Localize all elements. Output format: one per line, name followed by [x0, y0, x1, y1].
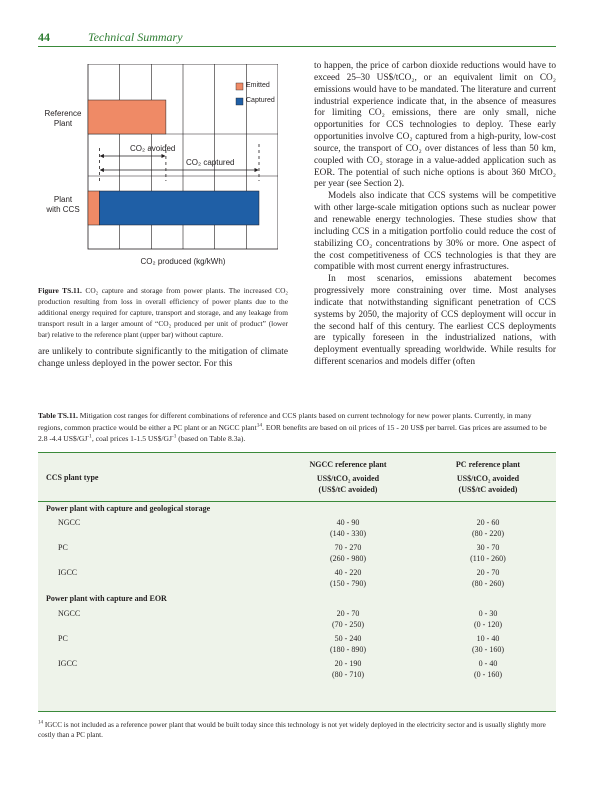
- label-co2-avoided: CO₂ avoided: [130, 144, 176, 153]
- column-header-ngcc: NGCC reference plant US$/tCO₂ avoided (US$/tC avoided): [309, 460, 387, 494]
- bar-reference-emitted: [88, 100, 166, 134]
- cell-pc: 20 - 60 (80 - 220): [472, 518, 504, 538]
- legend-emitted-label: Emitted: [246, 82, 270, 89]
- cell-ngcc: 20 - 70 (70 - 250): [332, 609, 364, 629]
- table-caption-label: Table TS.11.: [38, 411, 78, 420]
- legend-captured-label: Captured: [246, 97, 275, 104]
- cell-ngcc: 40 - 220 (150 - 790): [330, 568, 366, 588]
- row-type: NGCC: [58, 518, 81, 527]
- cell-pc: 0 - 40 (0 - 160): [474, 659, 502, 679]
- right-column: [314, 61, 556, 369]
- figure-caption: [38, 285, 288, 340]
- cell-pc: 30 - 70 (110 - 260): [470, 543, 506, 563]
- cell-pc: 20 - 70 (80 - 260): [472, 568, 504, 588]
- figure-diagram: [38, 64, 278, 284]
- row-type: IGCC: [58, 659, 78, 668]
- figure-ts11: [38, 64, 278, 284]
- label-co2-captured: CO₂ captured: [186, 158, 235, 167]
- row-label-reference: Reference Plant: [44, 109, 82, 128]
- row-type: PC: [58, 543, 68, 552]
- cell-pc: 0 - 30 (0 - 120): [474, 609, 502, 629]
- cell-ngcc: 20 - 190 (80 - 710): [332, 659, 364, 679]
- paragraph: to happen, the price of carbon dioxide reductions would have to exceed 25–30 US$/tCO₂, or an equivalent limit on CO₂ emissions would have to be mandated. The literature and current industrial experience indicate that, in the absence of measures for limiting CO₂ emissions, there are only small, niche opportunities for CCS technologies to deploy. These early opportunities involve CO₂ captured from a high-purity, low-cost source, the transport of CO₂ over distances of less than 50 km, coupled with CO₂ storage in a value-added application such as EOR. The potential of such niche options is about 360 MtCO₂ per year (see Section 2).: [314, 61, 556, 190]
- row-type: PC: [58, 634, 68, 643]
- cost-table: [38, 452, 556, 712]
- cell-pc: 10 - 40 (30 - 160): [472, 634, 504, 654]
- table-caption: Table TS.11. Mitigation cost ranges for different combinations of reference and CCS plants based on current technology for new power plants. Currently, in many regions, common practice would be either a PC plant or an NGCC plant$^{14}$. EOR benefits are based on oil prices of 15 - 20 US$ per barrel. Gas prices are assumed to be 2.8 -4.4 $US\$/GJ^{-1}$, coal prices 1-1.5 $US\$/GJ^{-1}$ (based on Table 8.3a).: [38, 411, 547, 443]
- footnote-text: IGCC is not included as a reference power plant that would be built today since this technology is not yet widely deployed in the electricity sector and is usually slightly more costly than a PC plant.: [38, 721, 546, 739]
- cell-ngcc: 40 - 90 (140 - 330): [330, 518, 366, 538]
- paragraph: In most scenarios, emissions abatement becomes progressively more constraining over time. Most analyses indicate that notwithstanding significant penetration of CCS systems by 2050, the majority of CCS deployment will occur in the second half of this century. The earliest CCS deployments are typically foreseen in the industrialized nations, with deployment eventually spreading worldwide. While results for different scenarios and models differ (often: [314, 274, 556, 368]
- bar-ccs-captured: [99, 191, 259, 225]
- running-title: Technical Summary: [88, 30, 183, 44]
- column-header-plant-type: CCS plant type: [46, 473, 99, 482]
- section-title: Power plant with capture and EOR: [46, 594, 167, 603]
- paragraph: Models also indicate that CCS systems will be competitive with other large-scale mitigation options such as nuclear power and renewable energy technologies. These studies show that including CCS in a mitigation portfolio could reduce the cost of stabilizing CO₂ concentrations by 30% or more. One aspect of the cost competitiveness of CCS technologies is that they are compatible with most current energy infrastructures.: [314, 191, 556, 273]
- figure-caption-label: Figure TS.11.: [38, 286, 82, 295]
- section-title: Power plant with capture and geological storage: [46, 504, 211, 513]
- table-header-rule: [38, 501, 556, 502]
- bar-ccs-emitted: [88, 191, 99, 225]
- footnote-mark: 14: [38, 720, 44, 726]
- paragraph: are unlikely to contribute significantly to the mitigation of climate change unless deployed in the power sector. For this: [38, 347, 288, 369]
- cell-ngcc: 50 - 240 (180 - 890): [330, 634, 366, 654]
- column-header-pc: PC reference plant US$/tCO₂ avoided (US$/tC avoided): [455, 460, 521, 494]
- cell-ngcc: 70 - 270 (260 - 980): [330, 543, 366, 563]
- x-axis-label: CO₂ produced (kg/kWh): [140, 257, 226, 266]
- figure-caption-text: CO₂ capture and storage from power plants. The increased CO₂ production resulting from loss in overall efficiency of power plants due to the additional energy required for capture, transport and storage, and any leakage from transport result in a larger amount of “CO₂ produced per unit of product” (lower bar) relative to the reference plant (upper bar) without capture.: [38, 286, 288, 339]
- row-type: NGCC: [58, 609, 81, 618]
- row-label-ccs: Plant with CCS: [46, 195, 80, 214]
- legend-swatch-emitted: [236, 83, 243, 90]
- left-column-text: [38, 347, 288, 371]
- legend-swatch-captured: [236, 98, 243, 105]
- row-type: IGCC: [58, 568, 78, 577]
- page-header: [38, 30, 556, 47]
- footnote: [38, 720, 556, 740]
- page-number: 44: [38, 30, 50, 44]
